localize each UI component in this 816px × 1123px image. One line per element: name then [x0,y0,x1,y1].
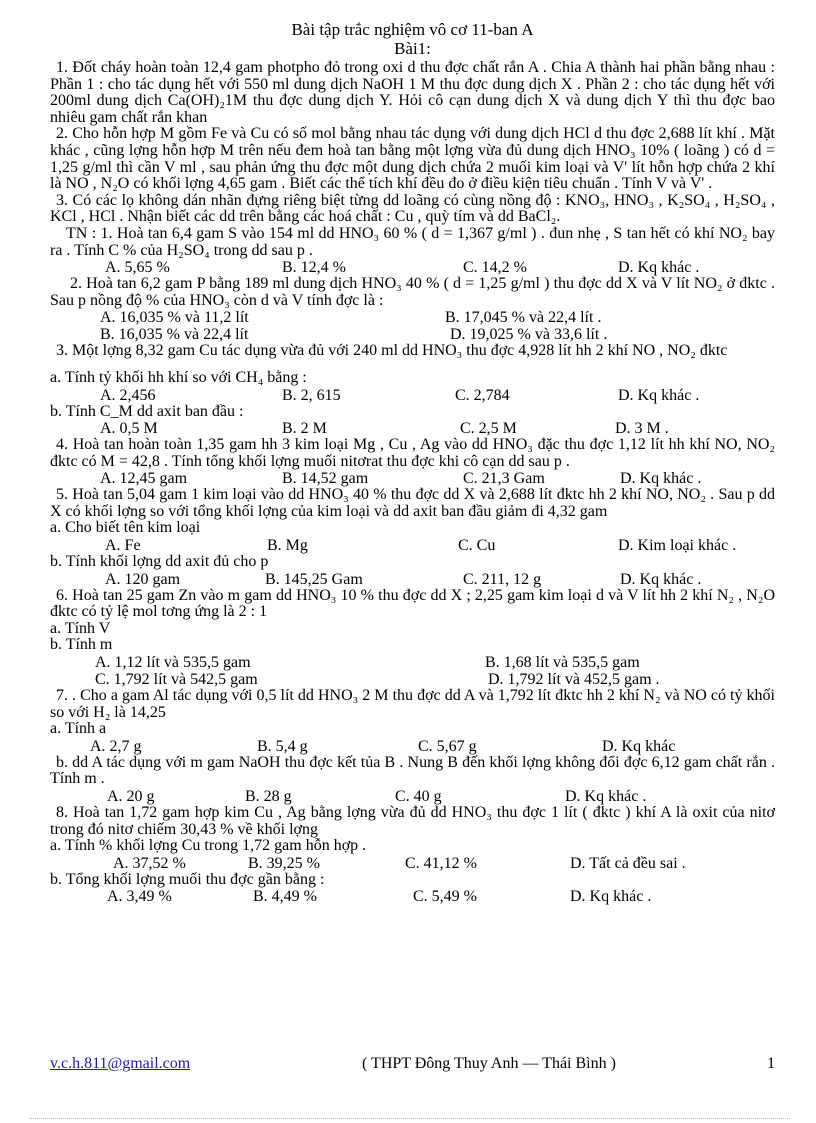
email-link[interactable]: v.c.h.811@gmail.com [50,1055,191,1072]
option-b: B. 17,045 % và 22,4 lít . [445,309,602,327]
option-d: D. Kim loại khác . [618,537,737,555]
tn-question-2: 2. Hoà tan 6,2 gam P bằng 189 ml dung dịch HNO₃ 40 % ( d = 1,25 g/ml ) thu đợc dd X và V lít NO₂ ở đktc . Sau p nồng độ % của HNO₃ còn d và V tính đợc là : [50,275,775,309]
tn4-options [50,470,775,487]
question-2: 2. Cho hỗn hợp M gồm Fe và Cu có số mol bằng nhau tác dụng với dung dịch HCl d thu đợc 2,688 lít khí . Mặt khác , cũng lợng hỗn hợp M trên nếu đem hoà tan bằng một lợng vừa đủ dung dịch HNO₃ 10% ( loãng ) có d = 1,25 g/ml thì cần V ml , sau phản ứng thu đợc một dung dịch chứa 2 muối kim loại và V' lít hỗn hợp chứa 2 khí là NO , N₂O có khối lợng 4,65 gam . Biết các thể tích khí đều đo ở điều kiện tiêu chuẩn . Tính V và V' . [50,125,775,193]
tn3-part-a: a. Tính tỷ khối hh khí so với CH₄ bằng : [50,368,307,386]
option-c: C. 1,792 lít và 542,5 gam [95,671,258,689]
tn3a-options [50,387,775,404]
tn8a-options [50,855,775,872]
option-d: D. Tất cả đều sai . [570,854,686,872]
option-d: D. 3 M . [615,420,669,438]
doc-title: Bài tập trắc nghiệm vô cơ 11-ban A [291,20,534,39]
option-a: A. 12,45 gam [100,470,188,488]
tn-question-6: 6. Hoà tan 25 gam Zn vào m gam dd HNO₃ 10 % thu đợc dd X ; 2,25 gam kim loại d và V lít hh 2 khí N₂ , N₂O đktc có tỷ lệ mol tơng ứng là 2 : 1 [50,586,775,621]
tn3-part-b: b. Tính C_M dd axit ban đầu : [50,402,244,420]
tn2-options-row2 [50,326,775,343]
tn6-options-row1 [50,654,775,671]
option-c: C. 14,2 % [463,259,527,277]
option-b: B. 5,4 g [257,737,308,755]
option-b: B. Mg [267,537,308,555]
option-d: D. Kq khác . [620,470,702,488]
option-a: A. 1,12 lít và 535,5 gam [95,654,251,672]
option-c: C. 5,49 % [413,888,477,906]
option-c: C. 21,3 Gam [463,470,545,488]
tn6-part-a: a. Tính V [50,619,111,637]
tn-question-7: 7. . Cho a gam Al tác dụng với 0,5 lít dd HNO₃ 2 M thu đợc dd A và 1,792 lít đktc hh 2 khí N₂ và NO có tỷ khối so với H₂ là 14,25 [50,687,775,721]
option-c: C. 5,67 g [418,737,477,755]
question-1: 1. Đốt cháy hoàn toàn 12,4 gam photpho đỏ trong oxi d thu đợc chất rắn A . Chia A thành hai phần bằng nhau : Phần 1 : cho tác dụng hết với 550 ml dung dịch NaOH 1 M thu đợc dung dịch X . Phần 2 : cho tác dụng hết với 200ml dung dịch Ca(OH)₂1M thu đợc dung dịch Y. Hỏi cô cạn dung dịch X và dung dịch Y thì thu đợc bao nhiêu gam chất rắn khan [50,59,775,126]
option-c: C. 41,12 % [405,854,477,872]
option-d: D. Kq khác . [620,570,702,588]
option-a: A. Fe [105,537,141,555]
option-a: A. 5,65 % [105,259,170,277]
option-a: A. 120 gam [105,570,181,588]
tn3b-options [50,420,775,437]
option-c: C. 2,784 [455,386,510,404]
option-b2: B. 16,035 % và 22,4 lít [100,326,249,344]
option-c: C. 211, 12 g [463,570,542,588]
option-b: B. 1,68 lít và 535,5 gam [485,654,640,672]
option-d: D. Kq khác [602,737,676,755]
option-a: A. 2,456 [100,386,156,404]
option-d: D. 1,792 lít và 452,5 gam . [488,671,660,689]
tn7-part-b: b. dd A tác dụng với m gam NaOH thu đợc kết tủa B . Nung B đến khối lợng không đổi đợc 6,12 gam chất rắn . Tính m . [50,753,775,788]
tn1-options [50,259,775,276]
option-b: B. 39,25 % [248,854,320,872]
tn-question-3: 3. Một lợng 8,32 gam Cu tác dụng vừa đủ với 240 ml dd HNO₃ thu đợc 4,928 lít hh 2 khí NO , NO₂ đktc [56,342,728,360]
option-a: A. 0,5 M [100,420,158,438]
option-d: D. Kq khác . [618,386,700,404]
tn5b-options [50,571,775,588]
option-b: B. 14,52 gam [282,470,369,488]
question-3: 3. Có các lọ không dán nhãn đựng riêng biệt từng dd loãng có cùng nồng độ : KNO₃, HNO₃ , K₂SO₄ , H₂SO₄ , KCl , HCl . Nhận biết các dd trên bằng các hoá chất : Cu , quỳ tím và dd BaCl₂. [50,191,775,226]
option-b: B. 2, 615 [282,386,341,404]
page-number: 1 [767,1055,775,1072]
school-name: ( THPT Đông Thuy Anh — Thái Bình ) [362,1055,616,1072]
doc-subtitle: Bài1: [394,39,431,58]
option-b: B. 2 M [282,420,327,438]
option-c: C. Cu [458,537,496,555]
tn6-part-b: b. Tính m [50,636,113,654]
tn7-part-a: a. Tính a [50,720,107,738]
option-b: B. 28 g [245,788,292,805]
option-c: C. 2,5 M [460,420,517,438]
tn8b-options [50,888,775,905]
tn-question-5: 5. Hoà tan 5,04 gam 1 kim loại vào dd HNO₃ 40 % thu đợc dd X và 2,688 lít đktc hh 2 khí NO, NO₂ . Sau p dd X có khối lợng so với tổng khối lợng của kim loại và dd axit ban đầu giảm đi 4,32 gam [50,486,775,520]
tn7b-options [50,788,775,805]
tn8-part-a: a. Tính % khối lợng Cu trong 1,72 gam hỗn hợp . [50,837,367,855]
option-b: B. 12,4 % [282,259,346,277]
option-d: D. Kq khác . [565,788,647,805]
tn5-part-b: b. Tính khối lợng dd axit đủ cho p [50,553,269,571]
option-a: A. 37,52 % [113,854,186,872]
option-d: D. Kq khác . [570,888,652,906]
option-a: A. 3,49 % [107,888,172,906]
option-c: C. 40 g [395,788,442,805]
tn-question-4: 4. Hoà tan hoàn toàn 1,35 gam hh 3 kim loại Mg , Cu , Ag vào dd HNO₃ đặc thu đợc 1,12 lít hh khí NO, NO₂ đktc có M = 42,8 . Tính tổng khối lợng muối nitơrat thu đợc khi cô cạn dd sau p . [50,436,775,470]
tn5-part-a: a. Cho biết tên kim loại [50,519,201,537]
option-a: A. 2,7 g [90,737,142,755]
tn-question-8: 8. Hoà tan 1,72 gam hợp kim Cu , Ag bằng lợng vừa đủ dd HNO₃ thu đợc 1 lít ( đktc ) khí A là oxit của nitơ trong đó nitơ chiếm 30,43 % về khối lợng [50,804,775,838]
tn5a-options [50,537,775,554]
document-page [50,20,775,905]
footer-divider [30,1118,790,1119]
tn7a-options [50,738,775,755]
tn6-options-row2 [50,671,775,688]
tn-question-1: TN : 1. Hoà tan 6,4 gam S vào 154 ml dd HNO₃ 60 % ( d = 1,367 g/ml ) . đun nhẹ , S tan hết có khí NO₂ bay ra . Tính C % của H₂SO₄ trong dd sau p . [50,224,775,259]
option-b: B. 145,25 Gam [265,570,363,588]
option-d: D. 19,025 % và 33,6 lít . [450,326,608,344]
page-footer [50,1055,775,1075]
tn2-options-row1 [50,309,775,326]
option-a: A. 20 g [107,788,155,805]
option-d: D. Kq khác . [618,259,700,277]
option-a: A. 16,035 % và 11,2 lít [100,309,249,327]
option-b: B. 4,49 % [253,888,317,906]
tn8-part-b: b. Tổng khối lợng muối thu đợc gần bằng : [50,870,325,888]
